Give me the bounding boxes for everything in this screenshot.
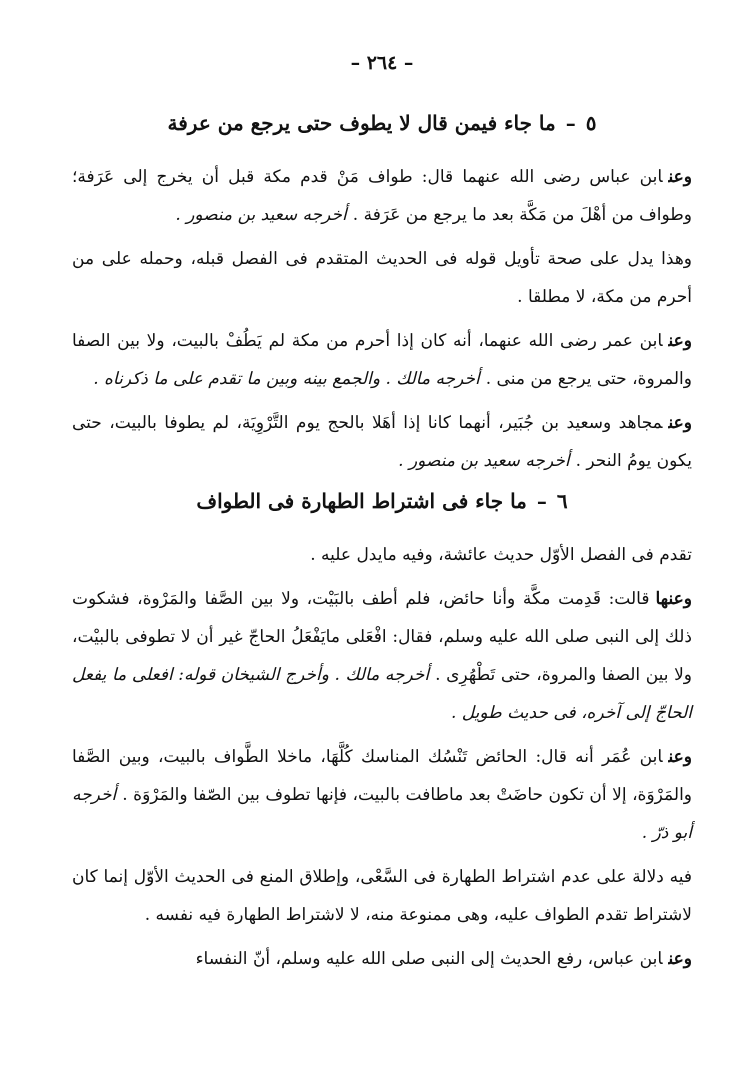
paragraph-text: تقدم فى الفصل الأوّل حديث عائشة، وفيه مايدل عليه . [310,545,692,565]
paragraph-text: مجاهد وسعيد بن جُبَير، أنهما كانا إذا أهَلا بالحج يوم التَّرْوِيَة، لم يطوفا بالبيت، حتى يكون يومُ النحر . [72,413,692,471]
paragraph [72,240,692,316]
paragraph-text: وهذا يدل على صحة تأويل قوله فى الحديث المتقدم فى الفصل قبله، وحمله على من أحرم من مكة، لا مطلقا . [72,249,692,307]
paragraph-source: أخرجه سعيد بن منصور . [398,451,570,471]
paragraph-lead: وعن [668,747,692,767]
paragraph [72,404,692,480]
paragraph-source: أخرجه مالك . والجمع بينه وبين ما تقدم على ما ذكرناه . [93,369,480,389]
paragraph-text: ابن عُمَر أنه قال: الحائض تَنْسُك المناسك كُلَّهَا، ماخلا الطَّواف بالبيت، وبين الصَّفا والمَرْوَة، إلا أن تكون حاضَتْ بعد ماطافت بالبيت، فإنها تطوف بين الصّفا والمَرْوَة . [72,747,692,805]
paragraph-lead: وعن [668,949,692,969]
section-dash: – [565,111,576,135]
paragraph [72,322,692,398]
paragraph [72,738,692,852]
paragraph-source: أخرجه سعيد بن منصور . [175,205,347,225]
paragraph-text: ابن عباس رضى الله عنهما قال: طواف مَنْ قدم مكة قبل أن يخرج إلى عَرَفة؛ وطواف من أهْلَ من مَكَّة بعد ما يرجع من عَرَفة . [72,167,692,225]
paragraph-text: ابن عمر رضى الله عنهما، أنه كان إذا أحرم من مكة لم يَطُفْ بالبيت، ولا بين الصفا والمروة، حتى يرجع من منى . [72,331,692,389]
paragraph-text: فيه دلالة على عدم اشتراط الطهارة فى السَّعْى، وإطلاق المنع فى الحديث الأوّل إنما كان لاشتراط تقدم الطواف عليه، وهى ممنوعة منه، لا لاشتراط الطهارة فيه نفسه . [72,867,692,925]
paragraph-text: قالت: قَدِمت مكَّة وأنا حائض، فلم أطف بالبَيْت، ولا بين الصَّفا والمَرْوة، فشكوت ذلك إلى النبى صلى الله عليه وسلم، فقال: افْعَلى مايَفْعَلُ الحاجّ غير أن لا تطوفى بالبيْت، ولا بين الصفا والمروة، حتى تَطْهُرِى . [72,589,693,685]
section-number: ٥ [585,111,597,135]
paragraph-source: أخرجه أبو ذرّ . [72,785,692,843]
page-number: – ٢٦٤ – [350,52,414,74]
section-dash: – [536,489,547,513]
paragraph [72,158,692,234]
paragraph-source: أخرجه مالك . وأخرج الشيخان قوله: افعلى ما يفعل الحاجّ إلى آخره، فى حديث طويل . [72,665,692,723]
paragraph [72,580,692,732]
section-number: ٦ [556,489,568,513]
paragraph-lead: وعن [668,413,692,433]
paragraph-lead: وعن [668,331,692,351]
section-title: ما جاء فيمن قال لا يطوف حتى يرجع من عرفة [167,111,556,135]
section-title: ما جاء فى اشتراط الطهارة فى الطواف [196,489,527,513]
paragraph-lead: وعنها [655,589,692,609]
paragraph [72,940,692,978]
paragraph-text: ابن عباس، رفع الحديث إلى النبى صلى الله عليه وسلم، أنّ النفساء [195,949,663,969]
section-heading-5 [72,108,692,138]
paragraph [72,858,692,934]
section-heading-6 [72,486,692,516]
paragraph-lead: وعن [668,167,692,187]
paragraph [72,536,692,574]
